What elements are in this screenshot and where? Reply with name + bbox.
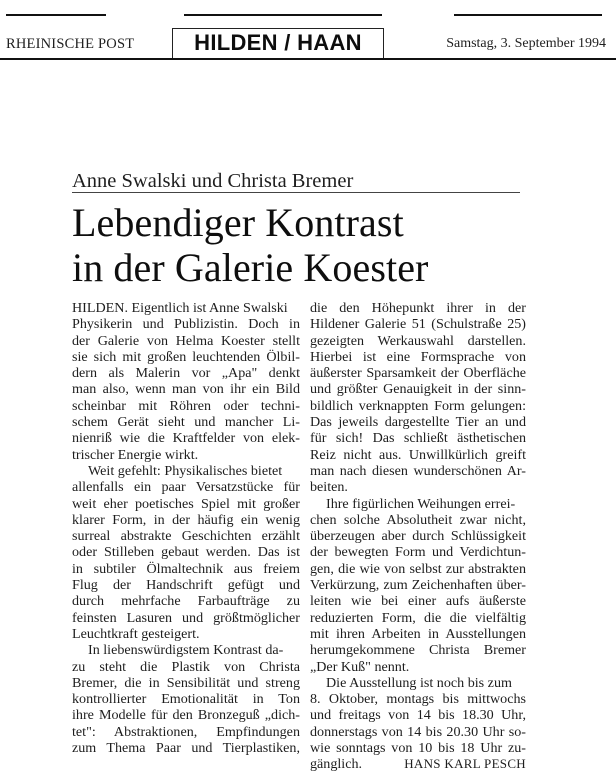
text-line: die den Höhepunkt ihrer in der — [310, 300, 526, 316]
issue-date: Samstag, 3. September 1994 — [446, 36, 606, 51]
section-title: HILDEN / HAAN — [172, 28, 384, 58]
text-line: gänglich. — [310, 756, 363, 773]
text-line: tet": Abstraktionen, Empfindungen — [72, 723, 300, 740]
text-line: leiten wie bei einer aufs äußerste — [310, 593, 526, 610]
text-line: schem Gerät sieht und mancher Li- — [72, 414, 300, 431]
text-line: beiten. — [310, 479, 348, 496]
text-line: und freitags von 14 bis 18.30 Uhr, — [310, 707, 526, 724]
text-line: Bremer, die in Sensibilität und streng — [72, 674, 300, 691]
text-line: sie sich mit großen leuchtenden Ölbil- — [72, 348, 300, 365]
closing-line — [310, 756, 526, 772]
text-line: scheinbar mit Röhren oder techni- — [72, 397, 300, 414]
newspaper-name: RHEINISCHE POST — [6, 36, 135, 52]
masthead-rule — [0, 58, 616, 60]
paragraph-start — [72, 463, 300, 479]
text-line: trischer Energie wirkt. — [72, 446, 199, 463]
text-line: klarer Form, in der häufig ein wenig — [72, 511, 300, 528]
kicker-rule — [72, 192, 520, 193]
text-line: kontrollierter Emotionalität in Ton — [72, 691, 300, 708]
text-line: Die Ausstellung ist noch bis zum — [326, 674, 512, 691]
article-kicker: Anne Swalski und Christa Bremer — [72, 170, 354, 192]
text-line: „Der Kuß" nennt. — [310, 658, 410, 675]
article-headline — [72, 200, 428, 290]
text-line: Das jeweils dargestellte Tier an und — [310, 414, 526, 431]
text-line: gen, die wie von selbst zur abstrakten — [310, 560, 526, 577]
text-line: bildlich verknappten Form gelungen: — [310, 397, 526, 414]
text-line: oder Stilleben gebaut werden. Das ist — [72, 544, 300, 561]
text-line: weit eher poetisches Spiel mit großer — [72, 495, 300, 512]
text-line: HILDEN. Eigentlich ist Anne Swalski — [72, 300, 288, 316]
text-line: feinsten Lasuren und größtmöglicher — [72, 609, 300, 626]
text-line: zu steht die Plastik von Christa — [72, 658, 300, 675]
text-line: Hierbei ist eine Formsprache von — [310, 348, 526, 365]
text-line: 8. Oktober, montags bis mittwochs — [310, 691, 526, 708]
text-line: der Galerie von Helma Koester stellt — [72, 332, 300, 349]
text-line: Physikerin und Publizistin. Doch in — [72, 316, 300, 333]
text-line: donnerstags von 14 bis 20.30 Uhr so- — [310, 723, 526, 740]
text-line: man also, wenn man von ihr ein Bild — [72, 381, 300, 398]
text-line: in subtiler Ölmaltechnik aus freiem — [72, 560, 300, 577]
paragraph-start — [310, 675, 526, 691]
headline-line: in der Galerie Koester — [72, 245, 429, 290]
article-column-2 — [310, 300, 526, 773]
author-byline: HANS KARL PESCH — [404, 756, 526, 772]
top-rule-right — [454, 14, 602, 16]
text-line: Hildener Galerie 51 (Schulstraße 25) — [310, 316, 526, 333]
text-line: chen solche Absolutheit zwar nicht, — [310, 511, 526, 528]
text-line: Ihre figürlichen Weihungen errei- — [326, 495, 516, 512]
text-line: herumgekommene Christa Bremer — [310, 642, 526, 659]
article-column-1 — [72, 300, 300, 756]
text-line: Weit gefehlt: Physikalisches bietet — [88, 462, 283, 479]
text-line: surreal abstrakte Geschichten erzählt — [72, 528, 300, 545]
paragraph-start — [72, 642, 300, 658]
paragraph-start — [310, 496, 526, 512]
top-rule-center — [184, 14, 382, 16]
text-line: nienriß wie die Kraftfelder von elek- — [72, 430, 300, 447]
text-line: zum Thema Paar und Tierplastiken, — [72, 740, 300, 757]
text-line: man nach diesen wunderschönen Ar- — [310, 462, 526, 479]
text-line: reduzierten Form, die die vielfältig — [310, 609, 526, 626]
text-line: wie sonntags von 10 bis 18 Uhr zu- — [310, 740, 526, 757]
text-line: In liebenswürdigstem Kontrast da- — [88, 642, 284, 659]
text-line: durch mehrfache Farbaufträge zu — [72, 593, 300, 610]
text-line: und größter Genauigkeit in der sinn- — [310, 381, 526, 398]
top-rule-left — [6, 14, 106, 16]
text-line: Leuchtkraft gesteigert. — [72, 625, 200, 642]
text-line: Reiz nicht aus. Unwillkürlich greift — [310, 446, 526, 463]
text-line: der bewegten Form und Verdichtun- — [310, 544, 526, 561]
text-line: äußerster Sparsamkeit der Oberfläche — [310, 365, 526, 382]
text-line: Verkürzung, zum Zeichenhaften über- — [310, 577, 526, 594]
headline-line: Lebendiger Kontrast — [72, 200, 404, 245]
text-line: dern als Malerin vor „Apa" denkt — [72, 365, 300, 382]
text-line: gezeigten Werkauswahl darstellen. — [310, 332, 526, 349]
text-line: ihre Modelle für den Bronzeguß „dich- — [72, 707, 300, 724]
text-line: überzeugen aber durch Schlüssigkeit — [310, 528, 526, 545]
text-line: Flug der Handschrift gefügt und — [72, 577, 300, 594]
text-line: allenfalls ein paar Versatzstücke für — [72, 479, 300, 496]
text-line: für sich! Das schließt ästhetischen — [310, 430, 526, 447]
text-line: mit ihren Arbeiten in Ausstellungen — [310, 625, 526, 642]
